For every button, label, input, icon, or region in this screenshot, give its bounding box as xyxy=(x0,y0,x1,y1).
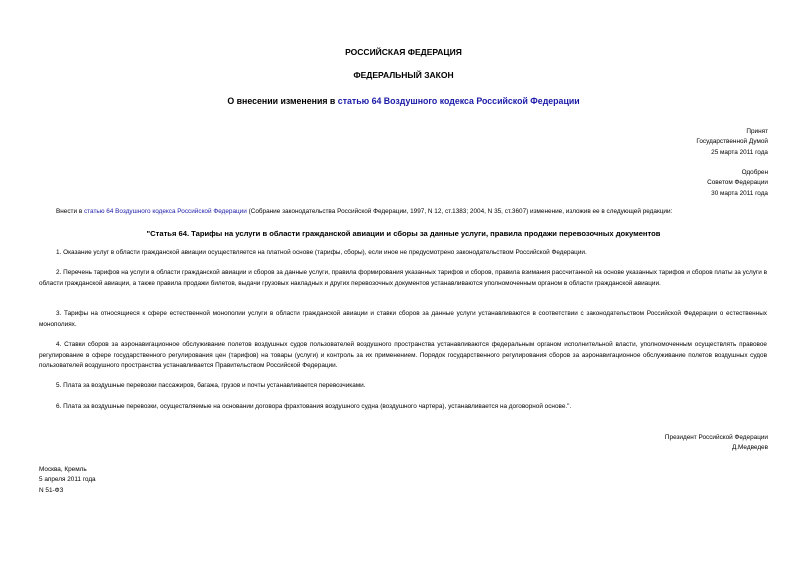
intro-paragraph xyxy=(56,208,672,215)
adopted-block xyxy=(696,127,768,158)
article-paragraph-4: 4. Ставки сборов за аэронавигационное обслуживание полетов воздушных судов пользователей воздушного пространства устанавливаются федеральным органом исполнительной власти, уполномоченным осуществлять правовое регулирование в сфере государственного регулирования цен (тарифов) на товары (услуги) и контроль за их применением. Порядок государственного регулирования сборов за аэронавигационное обслуживание полетов воздушных судов пользователей воздушного пространства устанавливается Правительством Российской Федерации. xyxy=(39,341,767,369)
approved-body: Советом Федерации xyxy=(707,179,768,187)
country-heading: РОССИЙСКАЯ ФЕДЕРАЦИЯ xyxy=(345,47,462,57)
signature-block xyxy=(665,433,768,454)
signing-details xyxy=(39,465,96,496)
article-title: "Статья 64. Тарифы на услуги в области гражданской авиации и сборы за данные услуги, правила продажи перевозочных документов xyxy=(146,229,661,238)
law-title-link[interactable]: статью 64 Воздушного кодекса Российской Федерации xyxy=(337,96,580,106)
approved-block xyxy=(707,168,768,199)
article-paragraph-3: 3. Тарифы на относящиеся к сфере естественной монополии услуги в области гражданской авиации и ставки сборов за данные услуги устанавливаются в соответствии с законодательством Российской Федерации о естественных монополиях. xyxy=(39,310,767,328)
signing-place: Москва, Кремль xyxy=(39,466,87,473)
approved-label: Одобрен xyxy=(741,169,768,176)
article-paragraph-1: 1. Оказание услуг в области гражданской авиации осуществляется на платной основе (тарифы, сборы), если иное не предусмотрено законодательством Российской Федерации. xyxy=(56,249,587,256)
intro-link[interactable]: статью 64 Воздушного кодекса Российской Федерации xyxy=(83,208,247,215)
adopted-body: Государственной Думой xyxy=(696,138,768,146)
adopted-date: 25 марта 2011 года xyxy=(711,148,768,156)
intro-suffix: (Собрание законодательства Российской Федерации, 1997, N 12, ст.1383; 2004, N 35, ст.3607) изменение, изложив ее в следующей редакции: xyxy=(246,208,673,215)
signatory-name: Д.Медведев xyxy=(731,444,768,452)
signing-date: 5 апреля 2011 года xyxy=(39,476,96,484)
article-paragraph-2: 2. Перечень тарифов на услуги в области гражданской авиации и сборов за данные услуги, правила формирования указанных тарифов и сборов, правила взимания рассчитанной на основе указанных тарифов и сборов платы за услуги в области гражданской авиации, а также правила продажи билетов, выдачи грузовых накладных и других перевозочных документов устанавливаются уполномоченным органом в области гражданской авиации. xyxy=(39,269,767,287)
document-type-heading: ФЕДЕРАЛЬНЫЙ ЗАКОН xyxy=(353,70,454,80)
article-paragraph-5: 5. Плата за воздушные перевозки пассажиров, багажа, грузов и почты устанавливается перевозчиками. xyxy=(56,382,366,389)
adopted-label: Принят xyxy=(746,128,768,135)
law-number: N 51-ФЗ xyxy=(39,486,64,494)
signatory-position: Президент Российской Федерации xyxy=(664,434,768,441)
intro-prefix: Внести в xyxy=(56,208,84,215)
approved-date: 30 марта 2011 года xyxy=(711,189,768,197)
article-paragraph-6: 6. Плата за воздушные перевозки, осуществляемые на основании договора фрахтования воздушного судна (воздушного чартера), устанавливается на договорной основе.". xyxy=(56,403,572,410)
law-title-prefix: О внесении изменения в xyxy=(227,96,338,106)
law-title xyxy=(0,96,807,106)
